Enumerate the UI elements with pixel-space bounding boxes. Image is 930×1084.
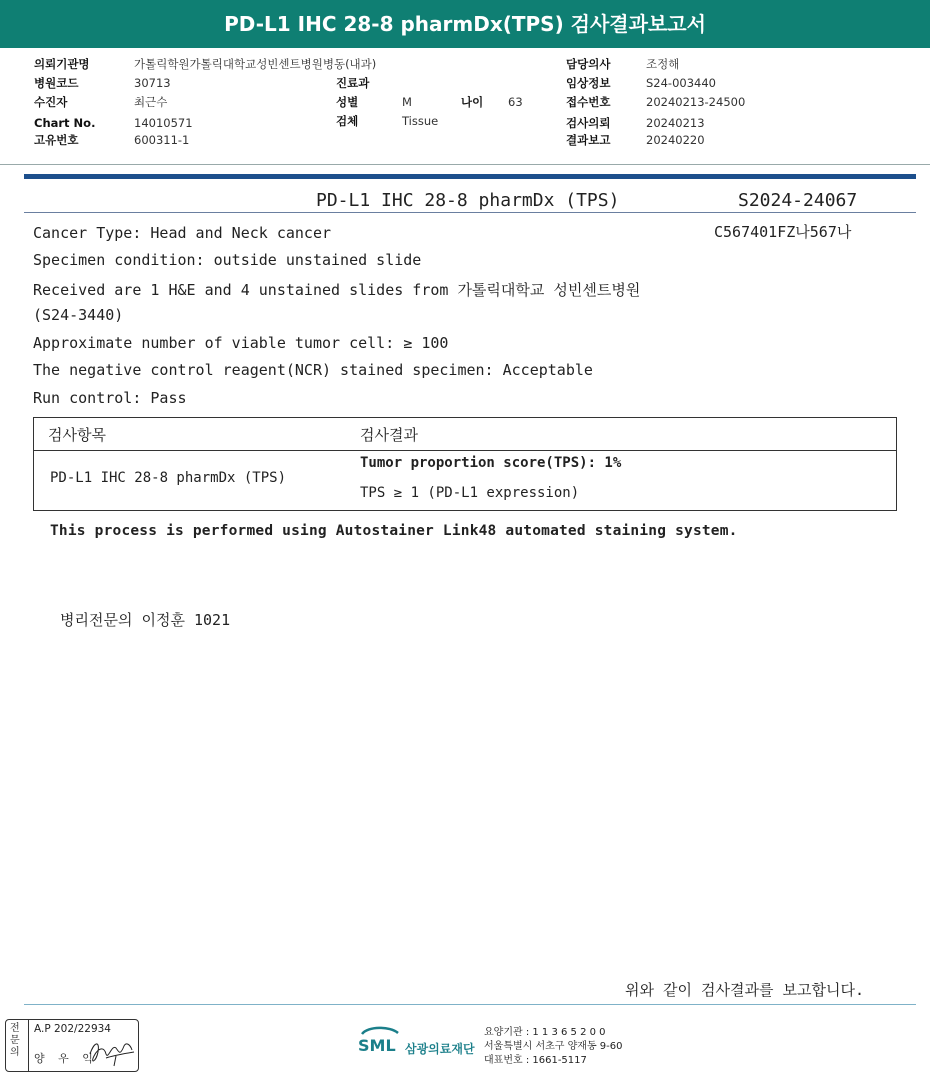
label-age: 나이: [461, 95, 484, 109]
value-hospital-code: 30713: [134, 76, 171, 90]
institution-code: 요양기관 : 1 1 3 6 5 2 0 0: [484, 1027, 606, 1038]
value-age: 63: [508, 95, 523, 109]
value-test-request: 20240213: [646, 116, 705, 130]
report-title-bar: PD-L1 IHC 28-8 pharmDx(TPS) 검사결과보고서: [0, 0, 930, 48]
street-address: 서울특별시 서초구 양재동 9-60: [484, 1041, 623, 1052]
report-title-divider: [24, 212, 916, 213]
stamp-divider: [28, 1020, 29, 1071]
value-specimen: Tissue: [402, 114, 439, 128]
label-hospital-code: 병원코드: [34, 76, 79, 90]
cancer-type-line: Cancer Type: Head and Neck cancer: [33, 224, 332, 242]
label-unique-number: 고유번호: [34, 133, 79, 147]
process-note: This process is performed using Autostainer Link48 automated staining system.: [50, 523, 738, 539]
organization-name: 삼광의료재단: [405, 1042, 475, 1056]
organization-address: [484, 1026, 623, 1068]
report-test-title: PD-L1 IHC 28-8 pharmDx (TPS): [316, 190, 620, 211]
tps-interpretation-cell: TPS ≥ 1 (PD-L1 expression): [360, 485, 580, 501]
case-number-line: (S24-3440): [33, 306, 124, 324]
handwritten-signature: [86, 1034, 138, 1068]
label-attending-doctor: 담당의사: [566, 57, 611, 71]
value-unique-number: 600311-1: [134, 133, 190, 147]
phone-number: 대표번호 : 1661-5117: [484, 1055, 587, 1066]
sml-logo-icon: [356, 1024, 404, 1054]
stamp-specialist-name: 양 우 익: [34, 1052, 98, 1065]
report-id: S2024-24067: [738, 190, 858, 211]
label-patient-name: 수진자: [34, 95, 68, 109]
result-table-header: [34, 418, 896, 451]
value-result-report: 20240220: [646, 133, 705, 147]
value-requesting-institution: 가톨릭학원가톨릭대학교성빈센트병원병동(내과): [134, 57, 377, 71]
report-top-bar: [24, 174, 916, 179]
ncr-line: The negative control reagent(NCR) stained specimen: Acceptable: [33, 361, 593, 379]
label-result-report: 결과보고: [566, 133, 611, 147]
label-test-request: 검사의뢰: [566, 116, 611, 130]
label-chart-no: Chart No.: [34, 116, 96, 130]
specialist-stamp: [5, 1019, 139, 1072]
footer-divider: [24, 1004, 916, 1005]
report-code: C567401FZ나567나: [714, 223, 852, 241]
value-attending-doctor: 조정해: [646, 57, 680, 71]
pathologist-signature-line: 병리전문의 이정훈 1021: [60, 611, 231, 629]
value-patient-name: 최근수: [134, 95, 168, 109]
test-item-cell: PD-L1 IHC 28-8 pharmDx (TPS): [50, 470, 287, 486]
header-divider: [0, 164, 930, 165]
value-chart-no: 14010571: [134, 116, 193, 130]
specimen-condition-line: Specimen condition: outside unstained slide: [33, 251, 422, 269]
value-receipt-number: 20240213-24500: [646, 95, 746, 109]
label-department: 진료과: [336, 76, 370, 90]
received-slides-line: Received are 1 H&E and 4 unstained slides from 가톨릭대학교 성빈센트병원: [33, 281, 641, 299]
value-clinical-info: S24-003440: [646, 76, 716, 90]
run-control-line: Run control: Pass: [33, 389, 187, 407]
label-requesting-institution: 의뢰기관명: [34, 57, 90, 71]
header-test-result: 검사결과: [360, 426, 418, 444]
value-sex: M: [402, 95, 412, 109]
stamp-ap-number: A.P 202/22934: [34, 1023, 111, 1035]
sml-logo-text: SML: [358, 1036, 396, 1054]
tumor-cell-count-line: Approximate number of viable tumor cell: ≥ 100: [33, 334, 449, 352]
label-clinical-info: 임상정보: [566, 76, 611, 90]
label-specimen: 검체: [336, 114, 359, 128]
label-receipt-number: 접수번호: [566, 95, 611, 109]
report-closing-statement: 위와 같이 검사결과를 보고합니다.: [625, 981, 864, 999]
label-sex: 성별: [336, 95, 359, 109]
header-test-item: 검사항목: [48, 426, 106, 444]
result-table: [33, 417, 897, 511]
stamp-label: 전문의: [10, 1023, 20, 1058]
tps-score-cell: Tumor proportion score(TPS): 1%: [360, 455, 622, 471]
